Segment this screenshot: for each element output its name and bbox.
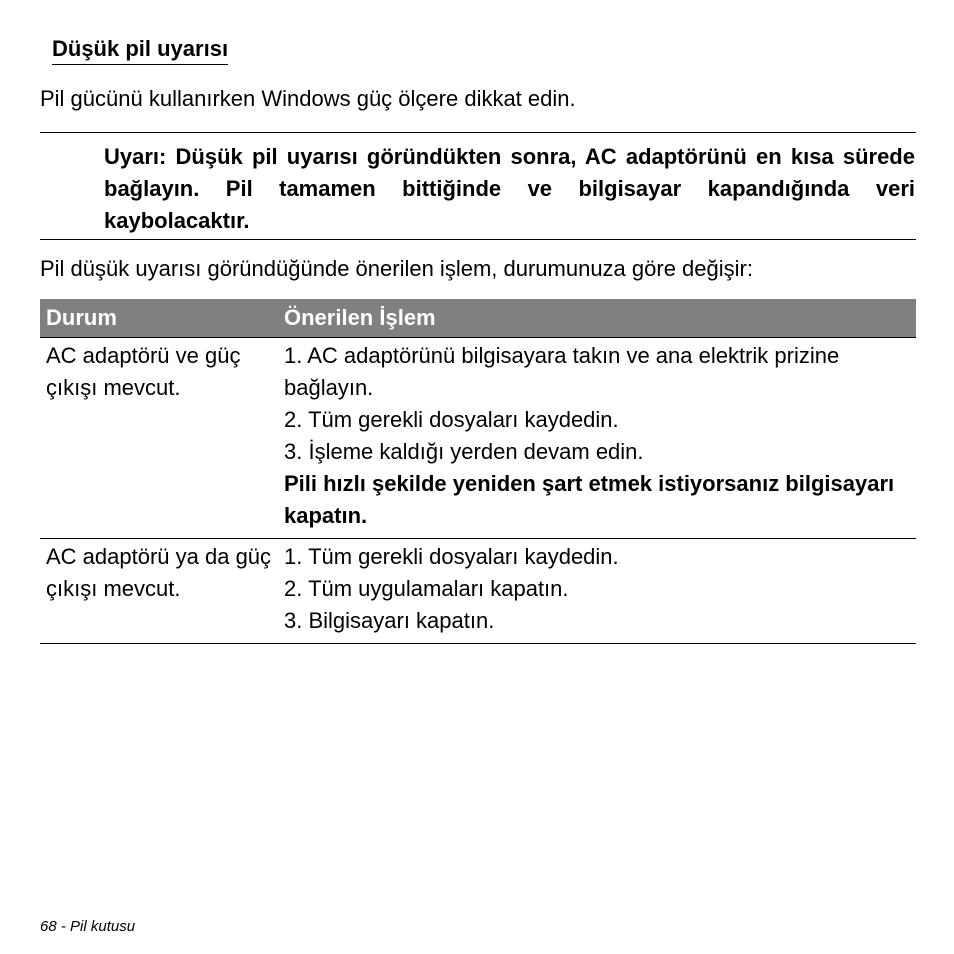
page-footer: 68 - Pil kutusu: [40, 918, 136, 935]
lead-paragraph: Pil düşük uyarısı göründüğünde önerilen işlem, durumunuza göre değişir:: [40, 256, 753, 281]
row-condition: AC adaptörü ya da güç çıkışı mevcut.: [40, 539, 278, 644]
row-actions: [278, 539, 916, 644]
table-row: [40, 338, 916, 539]
row-actions: [278, 338, 916, 539]
warning-text: Uyarı: Düşük pil uyarısı göründükten sonra, AC adaptörünü en kısa sürede bağlayın. Pil tamamen bittiğinde ve bilgisayar kapandığında veri kaybolacaktır.: [104, 144, 915, 233]
intro-paragraph: Pil gücünü kullanırken Windows güç ölçere dikkat edin.: [40, 86, 576, 111]
header-action: Önerilen İşlem: [278, 299, 916, 338]
section-heading: Düşük pil uyarısı: [52, 35, 228, 65]
header-condition: Durum: [40, 299, 278, 338]
action-step: 3. Bilgisayarı kapatın.: [284, 608, 495, 633]
action-step: 1. AC adaptörünü bilgisayara takın ve ana elektrik prizine bağlayın.: [284, 343, 840, 400]
actions-table: [40, 299, 916, 644]
action-step: 1. Tüm gerekli dosyaları kaydedin.: [284, 544, 619, 569]
warning-bottom-rule: [40, 239, 916, 240]
action-step: 3. İşleme kaldığı yerden devam edin.: [284, 439, 644, 464]
table-header-row: [40, 299, 916, 338]
action-note: Pili hızlı şekilde yeniden şart etmek istiyorsanız bilgisayarı kapatın.: [284, 471, 895, 528]
action-step: 2. Tüm gerekli dosyaları kaydedin.: [284, 407, 619, 432]
row-condition: AC adaptörü ve güç çıkışı mevcut.: [40, 338, 278, 539]
table-row: [40, 539, 916, 644]
action-step: 2. Tüm uygulamaları kapatın.: [284, 576, 569, 601]
warning-top-rule: [40, 132, 916, 133]
